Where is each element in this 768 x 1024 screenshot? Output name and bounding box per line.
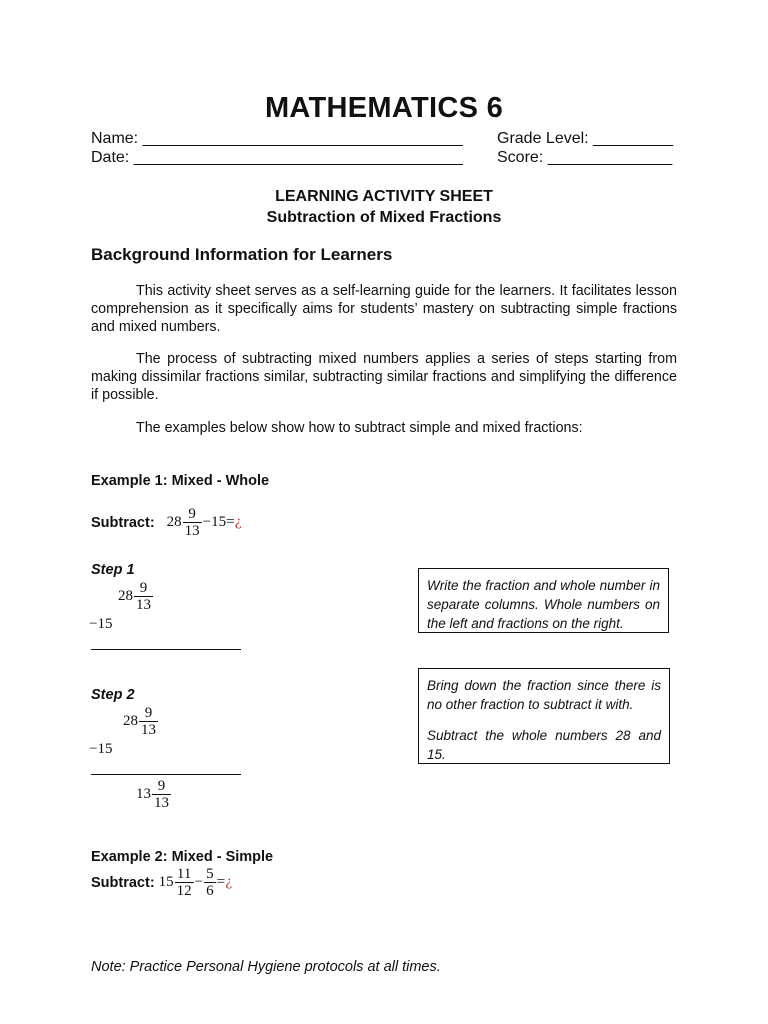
- step2-label: Step 2: [91, 687, 135, 703]
- example2-problem: [91, 866, 232, 899]
- page-title: MATHEMATICS 6: [264, 92, 504, 124]
- example1-problem: [91, 506, 242, 539]
- footer-note: Note: Practice Personal Hygiene protocols at all times.: [91, 959, 441, 975]
- paragraph-intro: This activity sheet serves as a self-learning guide for the learners. It facilitates lesson comprehension as it specifically aims for students’ mastery on subtracting simple fractions and mixed numbers.: [91, 283, 677, 335]
- step2-explanation-box: Bring down the fraction since there is no other fraction to subtract it with. Subtract the whole numbers 28 and 15.: [418, 668, 670, 764]
- step2-underline: [91, 774, 241, 775]
- example1-subtract-label: Subtract:: [91, 514, 155, 531]
- equals-sign: =: [226, 513, 235, 530]
- step1-label: Step 1: [91, 562, 135, 578]
- section-heading: Background Information for Learners: [91, 245, 393, 264]
- activity-subtitle: Subtraction of Mixed Fractions: [266, 209, 502, 226]
- score-field-label: Score: ______________: [497, 149, 673, 166]
- step1-explanation-box: Write the fraction and whole number in separate columns. Whole numbers on the left and fractions on the right.: [418, 568, 669, 633]
- step1-underline: [91, 649, 241, 650]
- step1-minus-whole: −15: [89, 616, 113, 632]
- activity-title: LEARNING ACTIVITY SHEET: [275, 188, 493, 205]
- step1-mixed-number: 28 $\frac{9}{13}$: [118, 580, 151, 613]
- name-field-label: Name: ____________________________________: [91, 130, 463, 147]
- minus-whole: −15: [202, 513, 227, 530]
- date-field-label: Date: _____________________________________: [91, 149, 463, 166]
- example1-expression: [167, 506, 242, 539]
- step2-result: 13 $\frac{9}{13}$: [136, 778, 169, 811]
- grade-level-field-label: Grade Level: _________: [497, 130, 674, 147]
- fraction: $\frac{9}{13}$: [184, 506, 200, 539]
- step2-mixed-number: 28 $\frac{9}{13}$: [123, 705, 156, 738]
- mixed-whole: 28: [166, 513, 182, 530]
- example1-heading: Example 1: Mixed - Whole: [91, 473, 270, 489]
- step2-minus-whole: −15: [89, 741, 113, 757]
- unknown-placeholder: ¿: [234, 514, 242, 530]
- paragraph-process: The process of subtracting mixed numbers applies a series of steps starting from making dissimilar fractions similar, subtracting similar fractions and simplifying the difference if possible.: [91, 351, 677, 403]
- example2-heading: Example 2: Mixed - Simple: [91, 849, 274, 865]
- paragraph-examples: The examples below show how to subtract simple and mixed fractions:: [136, 420, 583, 436]
- example2-subtract-label: Subtract:: [91, 874, 155, 891]
- example2-expression: 15 $\frac{11}{12}$ − $\frac{5}{6}$ =¿: [158, 866, 233, 899]
